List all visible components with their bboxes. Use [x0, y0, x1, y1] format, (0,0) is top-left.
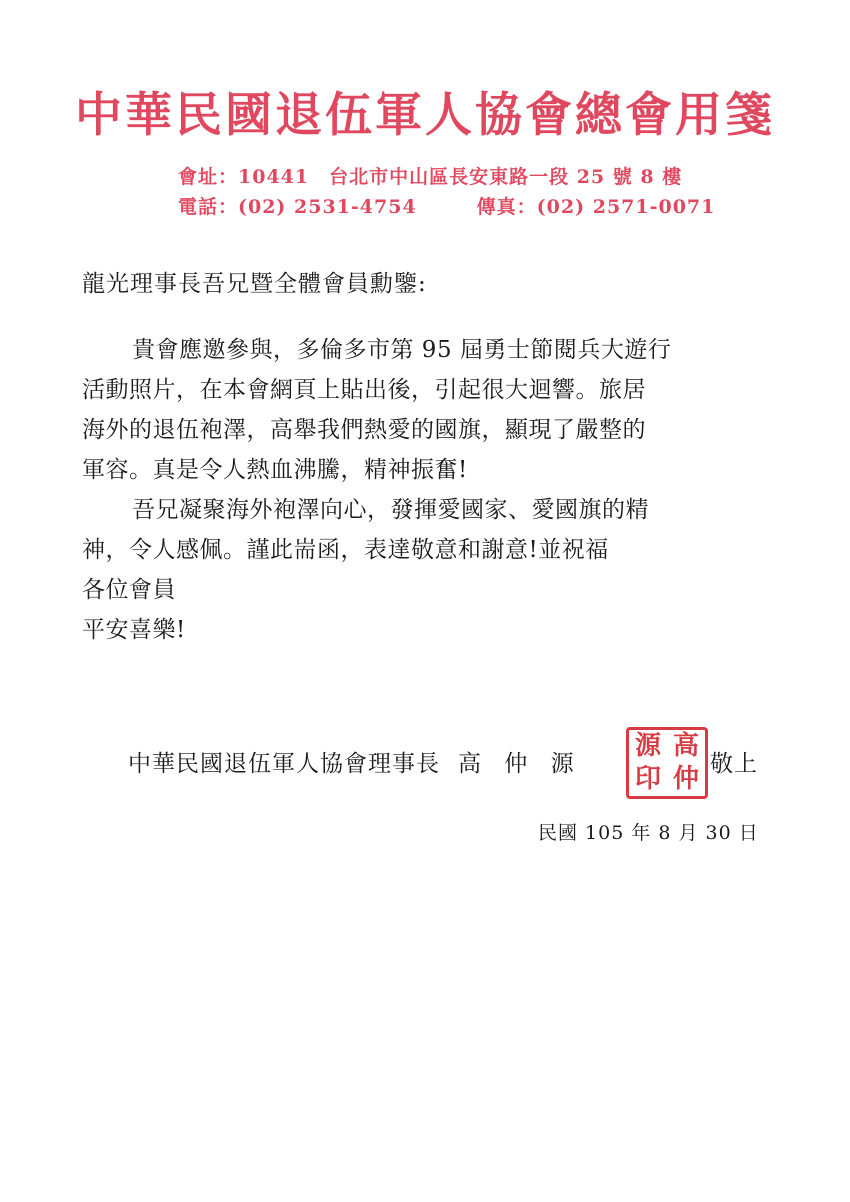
- body-line: 海外的退伍袍澤，高舉我們熱愛的國旗，顯現了嚴整的: [82, 417, 646, 443]
- body-line: 吾兄凝聚海外袍澤向心，發揮愛國家、愛國旗的精: [132, 497, 649, 523]
- red-seal-stamp: [626, 727, 708, 799]
- signature-title: 中華民國退伍軍人協會理事長: [128, 751, 440, 777]
- body-line: 各位會員: [82, 577, 176, 603]
- signature-name: 高 仲 源: [458, 751, 582, 777]
- seal-char: 源: [634, 731, 661, 761]
- body-line: 活動照片，在本會網頁上貼出後，引起很大迴響。旅居: [82, 377, 646, 403]
- seal-char: 高: [672, 731, 699, 761]
- body-line: 平安喜樂!: [82, 617, 186, 643]
- seal-char: 印: [634, 764, 661, 794]
- letter-paragraph-1: [82, 330, 782, 490]
- body-line: 貴會應邀參與，多倫多市第 95 屆勇士節閱兵大遊行: [132, 337, 672, 363]
- body-line: 神，令人感佩。謹此耑函，表達敬意和謝意!並祝福: [82, 537, 609, 563]
- letterhead-address: 會址：10441 台北市中山區長安東路一段 25 號 8 樓: [178, 166, 683, 188]
- signature-line: [128, 745, 582, 778]
- letter-paragraph-2: [82, 490, 782, 650]
- letter-body: [82, 330, 782, 650]
- seal-char: 仲: [672, 764, 699, 794]
- body-line: 軍容。真是令人熱血沸騰，精神振奮!: [82, 457, 468, 483]
- closing-text: 敬上: [710, 751, 758, 777]
- letter-salutation: 龍光理事長吾兄暨全體會員勳鑒:: [82, 271, 427, 297]
- letterhead-contact: 電話：(02) 2531-4754 傳真：(02) 2571-0071: [178, 196, 716, 218]
- letterhead-title: 中華民國退伍軍人協會總會用箋: [75, 88, 775, 143]
- letter-date: 民國 105 年 8 月 30 日: [538, 822, 759, 844]
